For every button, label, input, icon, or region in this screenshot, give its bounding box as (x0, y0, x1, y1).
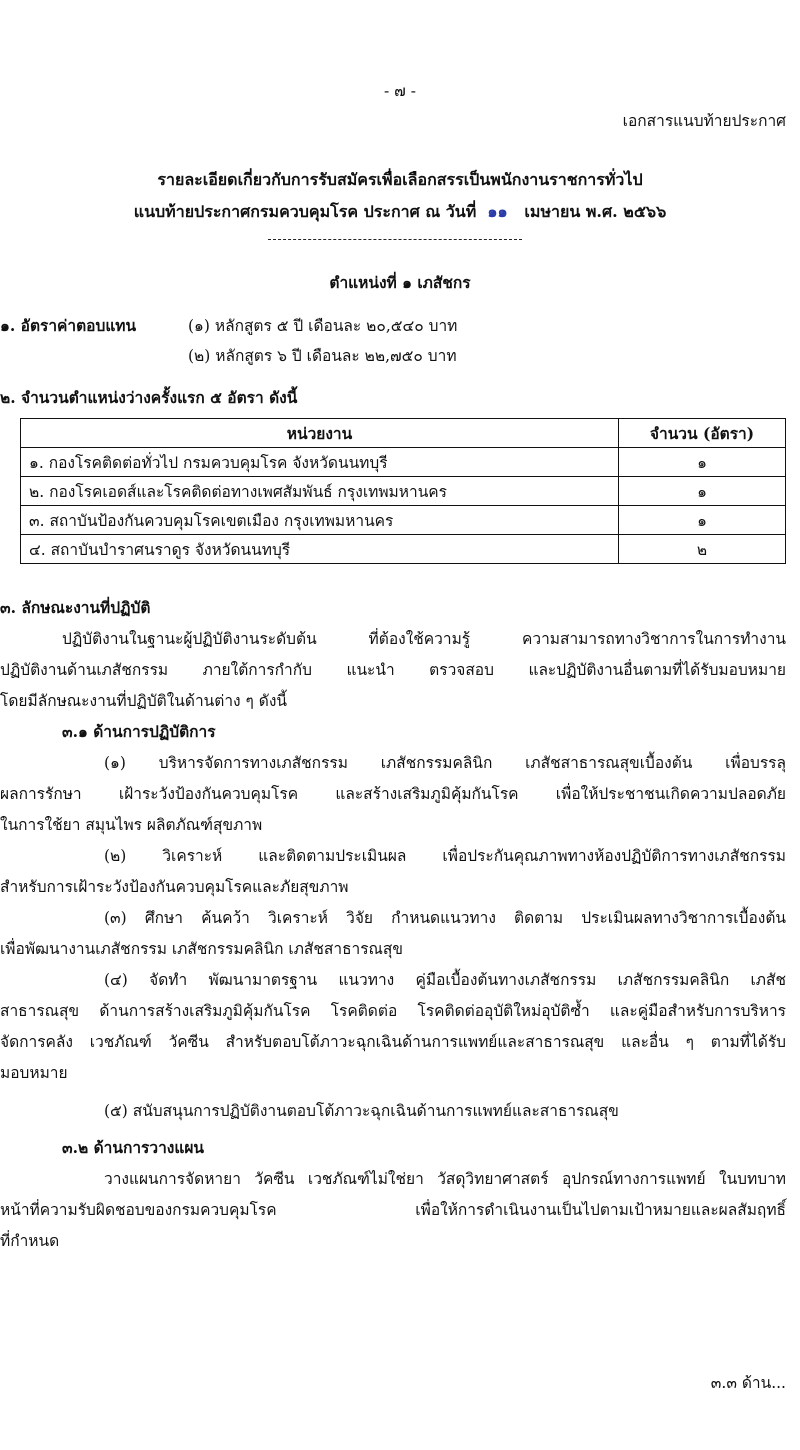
sub1-item4-line3: จัดการคลัง เวชภัณฑ์ วัคซีน สำหรับตอบโต้ภาวะฉุกเฉินด้านการแพทย์และสาธารณสุข และอื่น ๆ ตามที่ได้รับ (0, 1033, 786, 1051)
table-row (21, 506, 786, 535)
sub1-item4-line4: มอบหมาย (0, 1064, 68, 1082)
title-announcement: แนบท้ายประกาศกรมควบคุมโรค ประกาศ ณ วันที่ (133, 202, 477, 221)
section3-intro-line3: โดยมีลักษณะงานที่ปฏิบัติในด้านต่าง ๆ ดังนี้ (0, 692, 288, 710)
sub2-heading: ๓.๒ ด้านการวางแผน (62, 1138, 205, 1157)
section3-heading: ๓. ลักษณะงานที่ปฏิบัติ (0, 598, 151, 617)
title-day: ๑๑ (487, 202, 508, 221)
rate-item-2: (๒) หลักสูตร ๖ ปี เดือนละ ๒๒,๗๕๐ บาท (188, 347, 457, 365)
sub1-item2-line1: (๒) วิเคราะห์ และติดตามประเมินผล เพื่อประกันคุณภาพทางห้องปฏิบัติการทางเภสัชกรรม (104, 847, 786, 865)
sub1-item1-line3: ในการใช้ยา สมุนไพร ผลิตภัณฑ์สุขภาพ (0, 816, 263, 834)
sub2-line2: หน้าที่ความรับผิดชอบของกรมควบคุมโรค เพื่อให้การดำเนินงานเป็นไปตามเป้าหมายและผลสัมฤทธิ์ (0, 1201, 786, 1219)
table-row (21, 477, 786, 506)
sub1-item1-line1: (๑) บริหารจัดการทางเภสัชกรรม เภสัชกรรมคลินิก เภสัชสาธารณสุขเบื้องต้น เพื่อบรรลุ (104, 754, 786, 772)
count-cell: ๑ (619, 506, 786, 535)
count-cell: ๑ (619, 448, 786, 477)
sub1-item5-line1: (๕) สนับสนุนการปฏิบัติงานตอบโต้ภาวะฉุกเฉินด้านการแพทย์และสาธารณสุข (104, 1102, 619, 1120)
sub1-item4-line1: (๔) จัดทำ พัฒนามาตรฐาน แนวทาง คู่มือเบื้องต้นทางเภสัชกรรม เภสัชกรรมคลินิก เภสัช (104, 971, 786, 989)
title-date: เมษายน พ.ศ. ๒๕๖๖ (524, 202, 667, 221)
rate-item-1: (๑) หลักสูตร ๕ ปี เดือนละ ๒๐,๕๔๐ บาท (188, 317, 458, 335)
document-title-line2 (0, 200, 800, 225)
document-title-line1: รายละเอียดเกี่ยวกับการรับสมัครเพื่อเลือกสรรเป็นพนักงานราชการทั่วไป (157, 170, 643, 189)
sub2-line3: ที่กำหนด (0, 1232, 60, 1250)
unit-cell: ๔. สถาบันบำราศนราดูร จังหวัดนนทบุรี (21, 535, 619, 564)
sub1-item2-line2: สำหรับการเฝ้าระวังป้องกันควบคุมโรคและภัยสุขภาพ (0, 878, 349, 896)
section1-heading: ๑. อัตราค่าตอบแทน (0, 316, 137, 335)
count-cell: ๒ (619, 535, 786, 564)
section2-heading: ๒. จำนวนตำแหน่งว่างครั้งแรก ๕ อัตรา ดังนี้ (0, 388, 298, 407)
page-number: - ๗ - (384, 82, 416, 100)
sub1-item3-line2: เพื่อพัฒนางานเภสัชกรรม เภสัชกรรมคลินิก เภสัชสาธารณสุข (0, 940, 403, 958)
sub2-line1: วางแผนการจัดหายา วัคซีน เวชภัณฑ์ไม่ใช่ยา วัสดุวิทยาศาสตร์ อุปกรณ์ทางการแพทย์ ในบทบาท (104, 1170, 786, 1188)
section3-intro-line2: ปฏิบัติงานด้านเภสัชกรรม ภายใต้การกำกับ แนะนำ ตรวจสอบ และปฏิบัติงานอื่นตามที่ได้รับมอบหมาย (0, 661, 786, 679)
unit-cell: ๑. กองโรคติดต่อทั่วไป กรมควบคุมโรค จังหวัดนนทบุรี (21, 448, 619, 477)
sub1-heading: ๓.๑ ด้านการปฏิบัติการ (62, 722, 216, 741)
table-row (21, 448, 786, 477)
continuation-marker: ๓.๓ ด้าน... (710, 1374, 786, 1392)
attachment-label: เอกสารแนบท้ายประกาศ (622, 112, 786, 130)
sub1-item1-line2: ผลการรักษา เฝ้าระวังป้องกันควบคุมโรค และสร้างเสริมภูมิคุ้มกันโรค เพื่อให้ประชาชนเกิดความปลอดภัย (0, 785, 786, 803)
section3-intro-line1: ปฏิบัติงานในฐานะผู้ปฏิบัติงานระดับต้น ที่ต้องใช้ความรู้ ความสามารถทางวิชาการในการทำงาน (62, 630, 786, 648)
table-row (21, 535, 786, 564)
unit-cell: ๒. กองโรคเอดส์และโรคติดต่อทางเพศสัมพันธ์ กรุงเทพมหานคร (21, 477, 619, 506)
title-divider (268, 239, 522, 240)
sub1-item3-line1: (๓) ศึกษา ค้นคว้า วิเคราะห์ วิจัย กำหนดแนวทาง ติดตาม ประเมินผลทางวิชาการเบื้องต้น (104, 909, 786, 927)
sub1-item4-line2: สาธารณสุข ด้านการสร้างเสริมภูมิคุ้มกันโรค โรคติดต่อ โรคติดต่ออุบัติใหม่อุบัติซ้ำ และคู่มือสำหรับการบริหาร (0, 1002, 786, 1020)
position-title: ตำแหน่งที่ ๑ เภสัชกร (329, 273, 471, 292)
vacancy-table (20, 418, 786, 564)
col-count-header: จำนวน (อัตรา) (619, 419, 786, 448)
col-unit-header: หน่วยงาน (21, 419, 619, 448)
table-header-row (21, 419, 786, 448)
unit-cell: ๓. สถาบันป้องกันควบคุมโรคเขตเมือง กรุงเทพมหานคร (21, 506, 619, 535)
count-cell: ๑ (619, 477, 786, 506)
